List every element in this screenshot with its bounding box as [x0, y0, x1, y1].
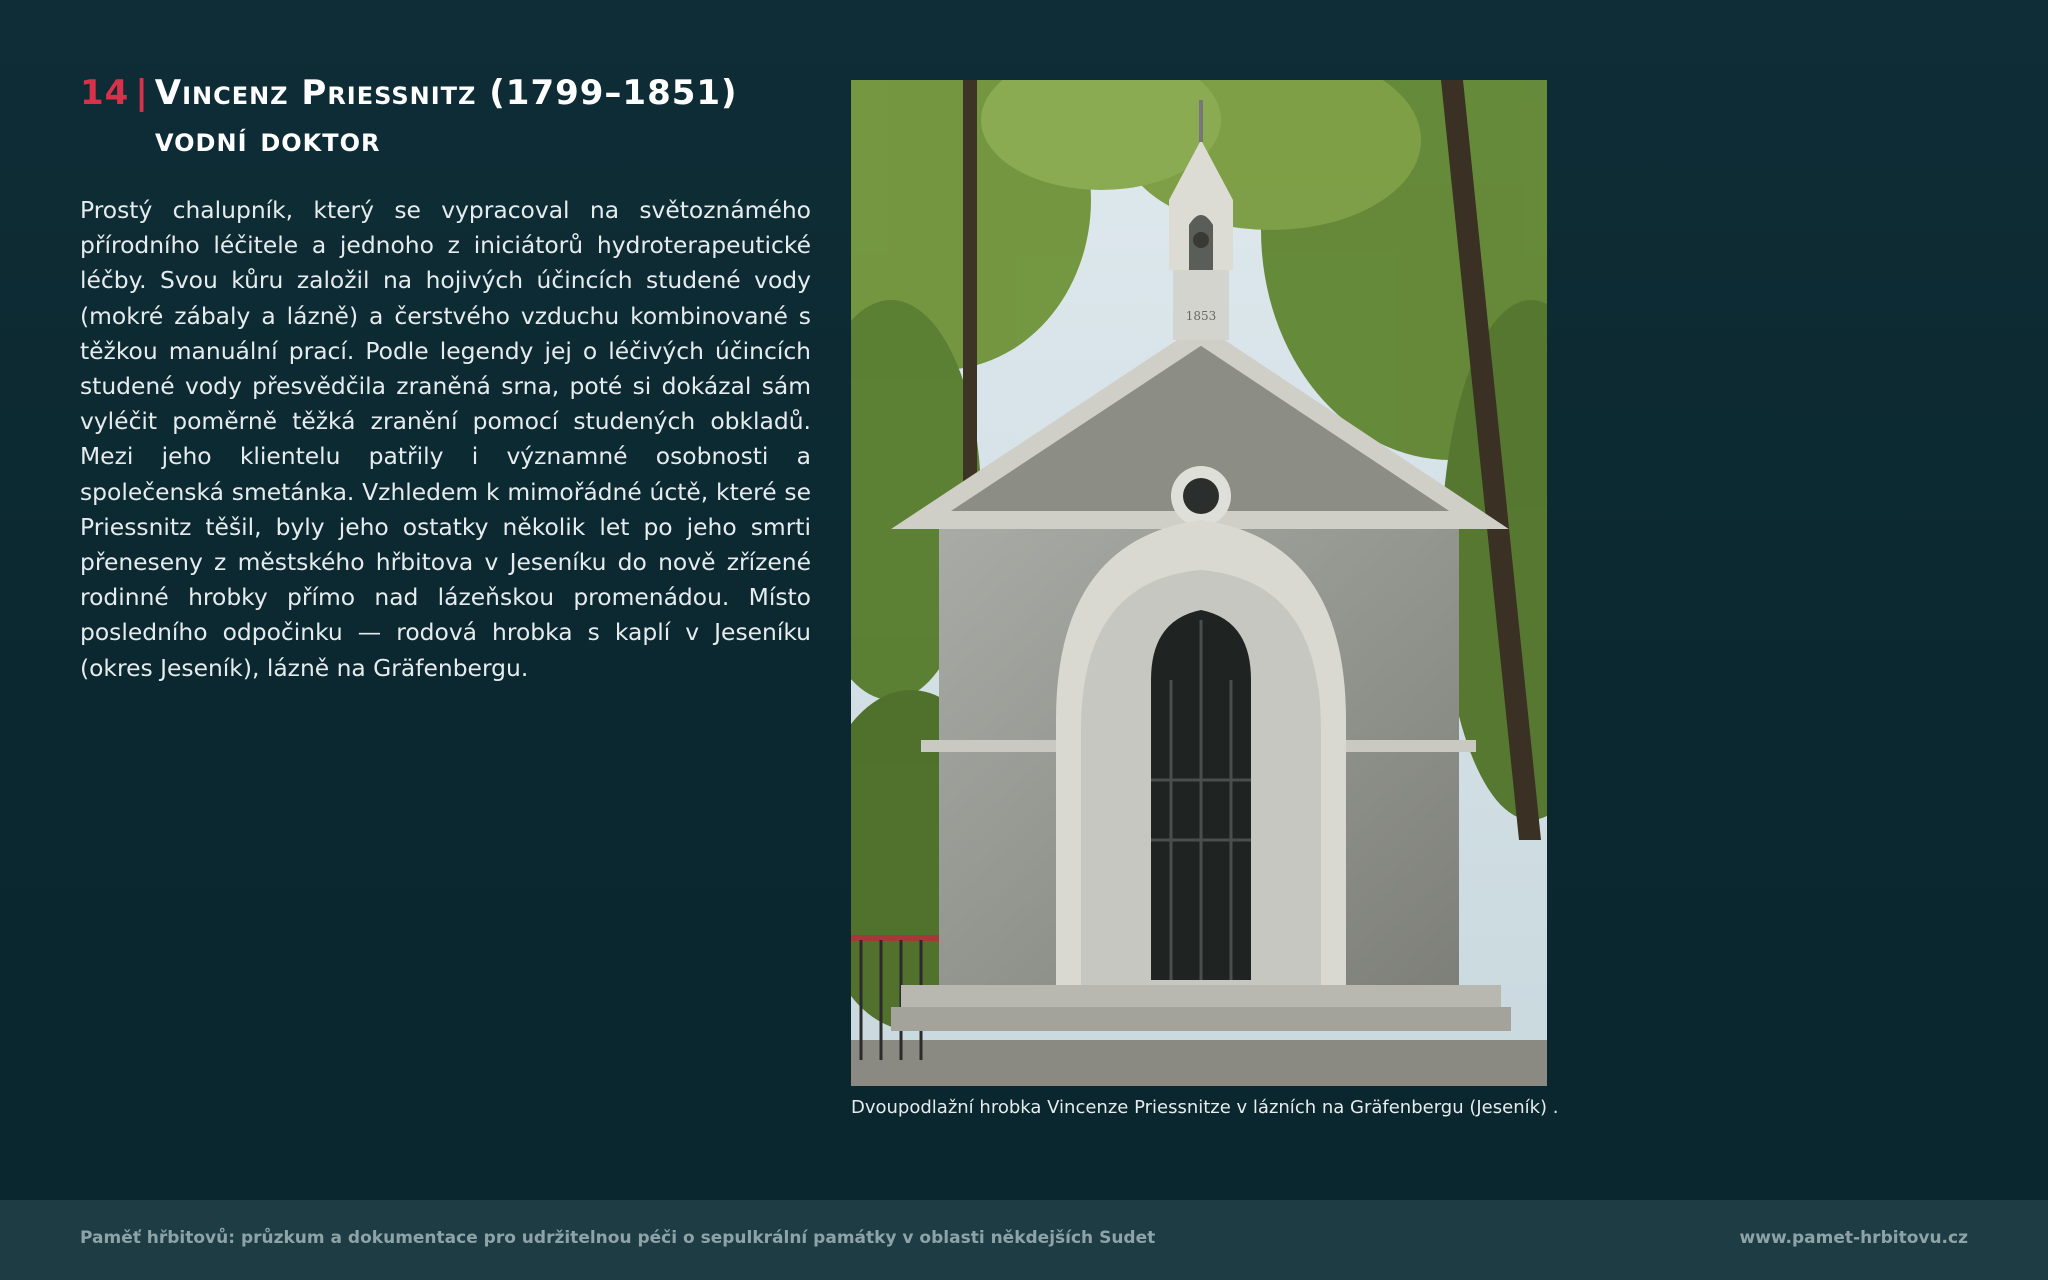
website-link[interactable]: www.pamet-hrbitovu.cz [1739, 1228, 1968, 1248]
photo-caption: Dvoupodlažní hrobka Vincenze Priessnitze v lázních na Gräfenbergu (Jeseník) . [851, 1097, 1559, 1118]
person-name-dates: Vincenz Priessnitz (1799–1851) [154, 73, 738, 113]
footer-bar [0, 1200, 2048, 1280]
tomb-chapel-photo [851, 80, 1547, 1086]
project-name: Paměť hřbitovů: průzkum a dokumentace pro udržitelnou péči o sepulkrální památky v oblasti někdejších Sudet [80, 1228, 1156, 1248]
title-line-1 [80, 70, 800, 117]
biography-text: Prostý chalupník, který se vypracoval na světoznámého přírodního léčitele a jednoho z iniciátorů hydroterapeutické léčby. Svou kůru založil na hojivých účincích studené vody (mokré zábaly a lázně) a čerstvého vzduchu kombinované s těžkou manuální prací. Podle legendy jej o léčivých účincích studené vody přesvědčila zraněná srna, poté si dokázal sám vyléčit poměrně těžká zranění pomocí studených obkladů. Mezi jeho klientelu patřily i významné osobnosti a společenská smetánka. Vzhledem k mimořádné úctě, které se Priessnitz těšil, byly jeho ostatky několik let po jeho smrti přeneseny z městského hřbitova v Jeseníku do nově zřízené rodinné hrobky přímo nad lázeňskou promenádou. Místo posledního odpočinku — rodová hrobka s kaplí v Jeseníku (okres Jeseník), lázně na Gräfenbergu. [80, 196, 811, 682]
page-title [80, 70, 800, 164]
title-line-2: vodní doktor [155, 120, 381, 160]
chapter-number: 14 [80, 73, 130, 113]
title-separator: | [135, 73, 149, 113]
tower-year: 1853 [1185, 309, 1217, 323]
